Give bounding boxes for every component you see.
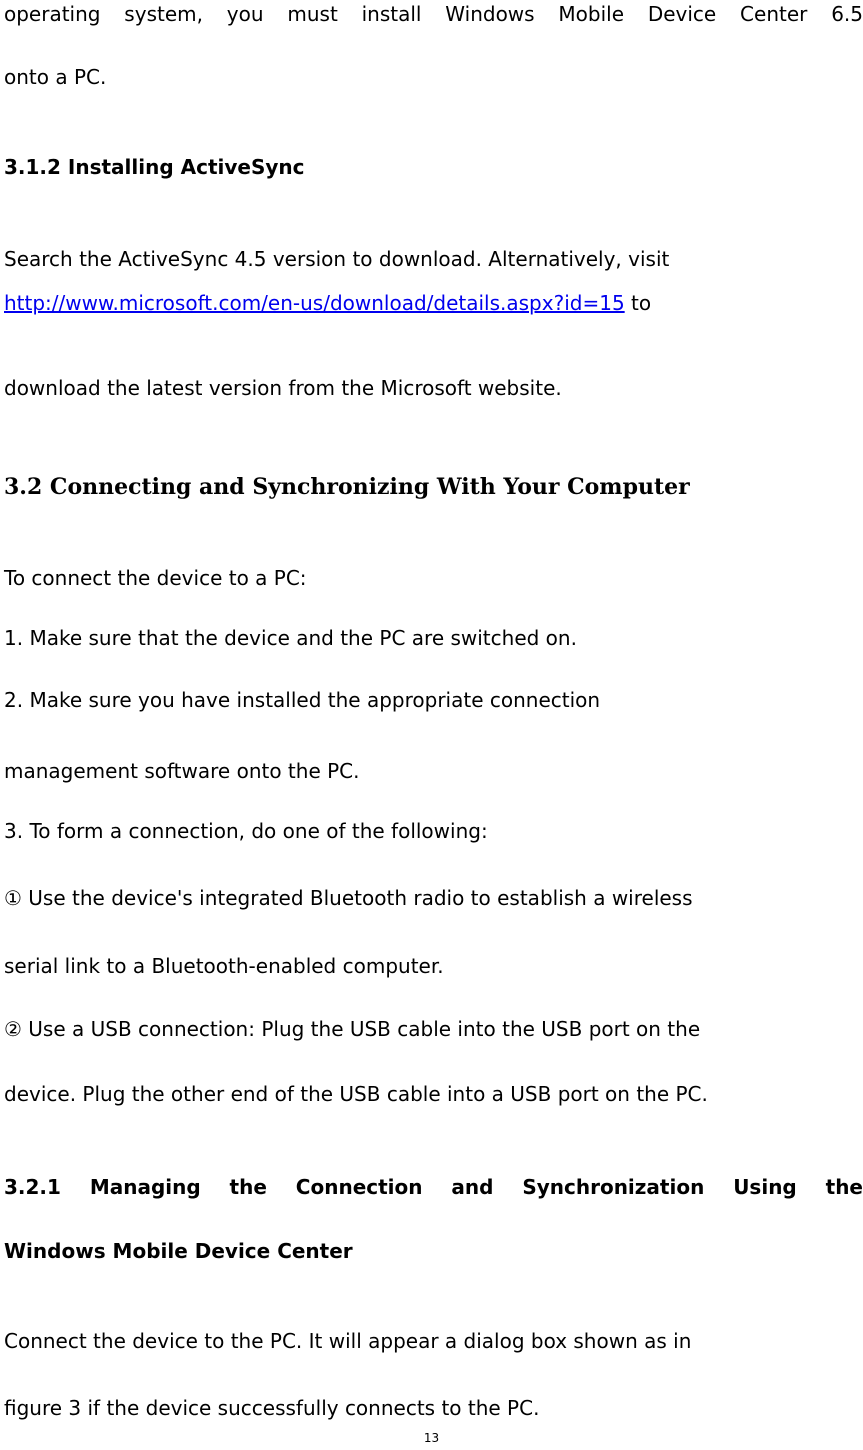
option-usb: ② Use a USB connection: Plug the USB cable into the USB port on the	[4, 1017, 701, 1041]
option-bluetooth-cont: serial link to a Bluetooth-enabled computer.	[4, 954, 444, 978]
body-text-line	[4, 289, 651, 317]
section-heading-3-1-2: 3.1.2 Installing ActiveSync	[4, 155, 305, 179]
body-text-line: onto a PC.	[4, 65, 107, 89]
body-text-line: download the latest version from the Microsoft website.	[4, 376, 562, 400]
list-item-step-3: 3. To form a connection, do one of the following:	[4, 819, 488, 843]
list-item-step-2-cont: management software onto the PC.	[4, 759, 360, 783]
microsoft-download-link[interactable]: http://www.microsoft.com/en-us/download/details.aspx?id=15	[4, 291, 625, 315]
list-item-step-2: 2. Make sure you have installed the appropriate connection	[4, 688, 601, 712]
body-text-line: figure 3 if the device successfully connects to the PC.	[4, 1396, 540, 1420]
link-suffix-text: to	[624, 291, 652, 315]
list-item-step-1: 1. Make sure that the device and the PC are switched on.	[4, 626, 577, 650]
body-text-line: Search the ActiveSync 4.5 version to download. Alternatively, visit	[4, 247, 670, 271]
body-text-line: To connect the device to a PC:	[4, 566, 307, 590]
option-usb-cont: device. Plug the other end of the USB cable into a USB port on the PC.	[4, 1082, 708, 1106]
option-bluetooth: ① Use the device's integrated Bluetooth radio to establish a wireless	[4, 886, 693, 910]
section-heading-3-2: 3.2 Connecting and Synchronizing With Your Computer	[4, 474, 690, 500]
page-number: 13	[423, 1431, 440, 1445]
body-text-line: Connect the device to the PC. It will appear a dialog box shown as in	[4, 1329, 692, 1353]
body-text-line: operating system, you must install Windows Mobile Device Center 6.5	[4, 2, 863, 26]
section-heading-3-2-1-cont: Windows Mobile Device Center	[4, 1239, 353, 1263]
section-heading-3-2-1: 3.2.1 Managing the Connection and Synchronization Using the	[4, 1175, 863, 1199]
